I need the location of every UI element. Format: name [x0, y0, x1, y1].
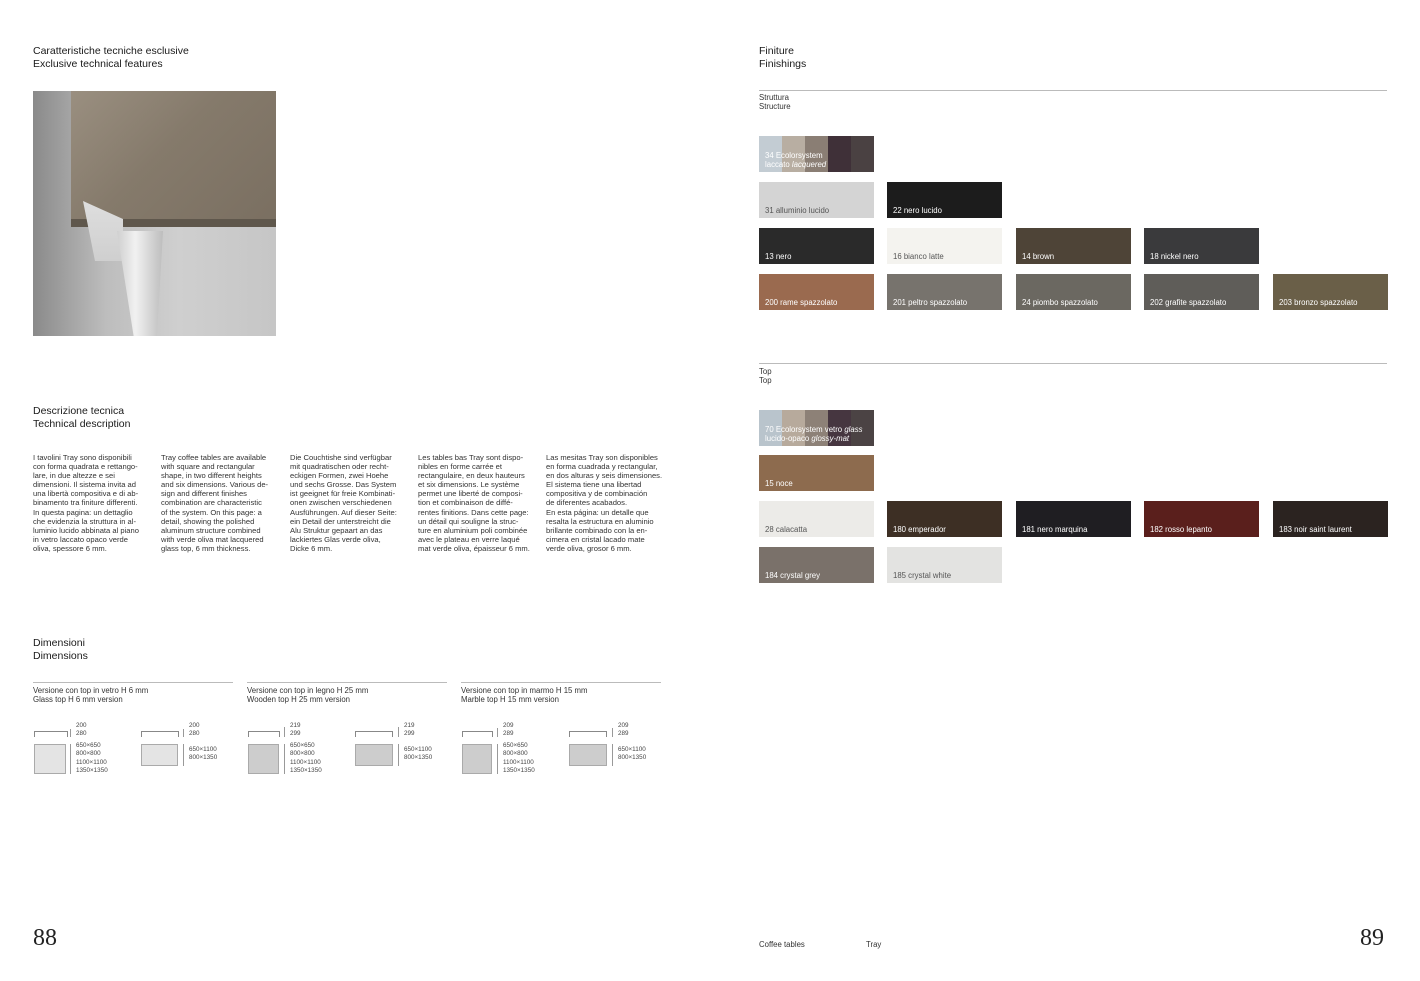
finish-swatch	[1016, 228, 1131, 264]
divider	[33, 682, 233, 683]
page-number-right: 89	[1360, 925, 1384, 951]
finish-swatch	[759, 455, 874, 491]
product-detail-photo	[33, 91, 276, 336]
size-indicator	[497, 744, 498, 774]
height-indicator	[284, 727, 285, 737]
side-view-diagram	[141, 731, 179, 737]
structure-label-it: Struttura	[759, 93, 789, 102]
swatch-label: 28 calacatta	[765, 525, 808, 534]
swatch-label: 181 nero marquina	[1022, 525, 1088, 534]
description-heading	[33, 405, 130, 431]
desc-column-fr: Les tables bas Tray sont dispo- nibles en forme carrée et rectangulaire, en deux hauteurs et six dimensions. Le système permet une liberté de composi- tion et combinaison de diffé- rentes finitions. Dans cette page: un détail qui souligne la struc- ture en aluminium poli combinée avec le plateau en verre laqué mat verde oliva, épaisseur 6 mm.	[418, 453, 530, 553]
finish-swatch	[759, 228, 874, 264]
finish-swatch	[1273, 501, 1388, 537]
finishes-title-it: Finiture	[759, 45, 795, 57]
finishes-title-en: Finishings	[759, 58, 807, 70]
height-indicator	[70, 729, 71, 737]
swatch-label: 180 emperador	[893, 525, 946, 534]
finish-swatch	[1144, 228, 1259, 264]
height-indicator	[497, 728, 498, 737]
square-sizes: 650×650 800×800 1100×1100 1350×1350	[290, 742, 322, 775]
finish-swatch	[887, 182, 1002, 218]
finish-swatch	[887, 274, 1002, 310]
swatch-label: 24 piombo spazzolato	[1022, 298, 1098, 307]
height-indicator	[398, 727, 399, 737]
version-glass	[33, 686, 148, 704]
square-sizes: 650×650 800×800 1100×1100 1350×1350	[503, 742, 535, 775]
rect-plan-diagram	[141, 744, 178, 766]
footer-category: Coffee tables	[759, 940, 805, 949]
finish-swatch	[759, 182, 874, 218]
features-title-en: Exclusive technical features	[33, 58, 163, 70]
version-label-en: Wooden top H 25 mm version	[247, 695, 350, 704]
desc-title-it: Descrizione tecnica	[33, 405, 125, 417]
swatch-label: 200 rame spazzolato	[765, 298, 838, 307]
side-view-diagram	[569, 731, 607, 737]
divider	[759, 90, 1387, 91]
finish-swatch	[887, 547, 1002, 583]
structure-label-en: Structure	[759, 102, 791, 111]
version-marble	[461, 686, 588, 704]
square-heights: 219 299	[290, 722, 301, 738]
rect-sizes: 650×1100 800×1350	[189, 746, 218, 762]
version-label-en: Glass top H 6 mm version	[33, 695, 123, 704]
top-label-it: Top	[759, 367, 772, 376]
features-heading	[33, 45, 189, 71]
finish-swatch	[1273, 274, 1388, 310]
square-heights: 200 280	[76, 722, 87, 738]
swatch-label: 22 nero lucido	[893, 206, 942, 215]
version-label-it: Versione con top in vetro H 6 mm	[33, 686, 149, 695]
structure-ecolor-swatch	[759, 136, 874, 172]
swatch-label: 31 alluminio lucido	[765, 206, 830, 215]
side-view-diagram	[462, 731, 493, 737]
side-view-diagram	[34, 731, 68, 737]
version-wood	[247, 686, 368, 704]
finish-swatch	[1016, 501, 1131, 537]
desc-column-en: Tray coffee tables are available with square and rectangular shape, in two different heights and six dimensions. Various de- sign and different finishes combination are characteristic of the system. On this page: a detail, showing the polished aluminum structure combined with verde oliva mat lacquered glass top, 6 mm thickness.	[161, 453, 269, 553]
finish-swatch	[1016, 274, 1131, 310]
top-ecolor-swatch	[759, 410, 874, 446]
rect-heights: 200 280	[189, 722, 200, 738]
finish-swatch	[759, 274, 874, 310]
swatch-label: 34 Ecolorsystem laccato lacquered	[765, 151, 827, 169]
rect-sizes: 650×1100 800×1350	[618, 746, 647, 762]
swatch-label: 13 nero	[765, 252, 792, 261]
swatch-label: 184 crystal grey	[765, 571, 821, 580]
desc-title-en: Technical description	[33, 418, 131, 430]
swatch-label: 15 noce	[765, 479, 793, 488]
swatch-label: 18 nickel nero	[1150, 252, 1199, 261]
square-heights: 209 289	[503, 722, 514, 738]
size-indicator	[183, 744, 184, 766]
finishes-heading	[759, 45, 806, 71]
version-label-it: Versione con top in marmo H 15 mm	[461, 686, 588, 695]
color-strip	[851, 136, 874, 172]
finish-swatch	[759, 501, 874, 537]
finish-swatch	[1144, 274, 1259, 310]
swatch-label: 185 crystal white	[893, 571, 952, 580]
height-indicator	[612, 728, 613, 737]
size-indicator	[70, 744, 71, 774]
swatch-label: 14 brown	[1022, 252, 1055, 261]
square-plan-diagram	[248, 744, 279, 774]
divider	[461, 682, 661, 683]
finish-swatch	[887, 228, 1002, 264]
desc-column-es: Las mesitas Tray son disponibles en forma cuadrada y rectangular, en dos alturas y seis dimensiones. El sistema tiene una libertad compositiva y de combinación de diferentes acabados. En esta página: un detalle que resalta la estructura en aluminio brillante combinado con la en- cimera en cristal lacado mate verde oliva, grosor 6 mm.	[546, 453, 663, 553]
page-number-left: 88	[33, 925, 57, 951]
side-view-diagram	[248, 731, 280, 737]
version-label-it: Versione con top in legno H 25 mm	[247, 686, 369, 695]
size-indicator	[284, 744, 285, 774]
swatch-label: 182 rosso lepanto	[1150, 525, 1212, 534]
finish-swatch	[887, 501, 1002, 537]
version-label-en: Marble top H 15 mm version	[461, 695, 559, 704]
height-indicator	[183, 729, 184, 737]
square-plan-diagram	[34, 744, 66, 774]
structure-heading	[759, 93, 791, 111]
rect-sizes: 650×1100 800×1350	[404, 746, 433, 762]
features-title-it: Caratteristiche tecniche esclusive	[33, 45, 189, 57]
dimensions-heading	[33, 637, 88, 663]
top-heading	[759, 367, 772, 385]
square-plan-diagram	[462, 744, 492, 774]
finish-swatch	[759, 547, 874, 583]
top-label-en: Top	[759, 376, 772, 385]
divider	[247, 682, 447, 683]
swatch-label: 202 grafite spazzolato	[1150, 298, 1227, 307]
side-view-diagram	[355, 731, 393, 737]
size-indicator	[398, 744, 399, 766]
swatch-label: 16 bianco latte	[893, 252, 944, 261]
swatch-label: 201 peltro spazzolato	[893, 298, 968, 307]
swatch-label: 203 bronzo spazzolato	[1279, 298, 1358, 307]
rect-heights: 209 289	[618, 722, 629, 738]
dims-title-it: Dimensioni	[33, 637, 85, 649]
dims-title-en: Dimensions	[33, 650, 88, 662]
desc-column-de: Die Couchtishe sind verfügbar mit quadratischen oder recht- eckigen Formen, zwei Hoehe und sechs Grosse. Das System ist geeignet für freie Kombinati- onen zwischen verschiedenen Ausführungen. Auf dieser Seite: ein Detail der unterstreicht die Alu Struktur gepaart an das lackiertes Glas verde oliva, Dicke 6 mm.	[290, 453, 397, 553]
footer-product: Tray	[866, 940, 882, 949]
size-indicator	[612, 744, 613, 766]
swatch-label: 183 noir saint laurent	[1279, 525, 1352, 534]
square-sizes: 650×650 800×800 1100×1100 1350×1350	[76, 742, 108, 775]
rect-heights: 219 299	[404, 722, 415, 738]
rect-plan-diagram	[355, 744, 393, 766]
color-strip	[828, 136, 851, 172]
swatch-label: 70 Ecolorsystem vetro glass lucido-opaco glossy-mat	[765, 425, 863, 443]
divider	[759, 363, 1387, 364]
rect-plan-diagram	[569, 744, 607, 766]
finish-swatch	[1144, 501, 1259, 537]
desc-column-it: I tavolini Tray sono disponibili con forma quadrata e rettango- lare, in due altezze e sei dimensioni. Il sistema invita ad una libertà compositiva e di ab- binamento tra finiture differenti. In questa pagina: un dettaglio che evidenzia la struttura in al- luminio lucido abbinata al piano in vetro laccato opaco verde oliva, spessore 6 mm.	[33, 453, 139, 553]
